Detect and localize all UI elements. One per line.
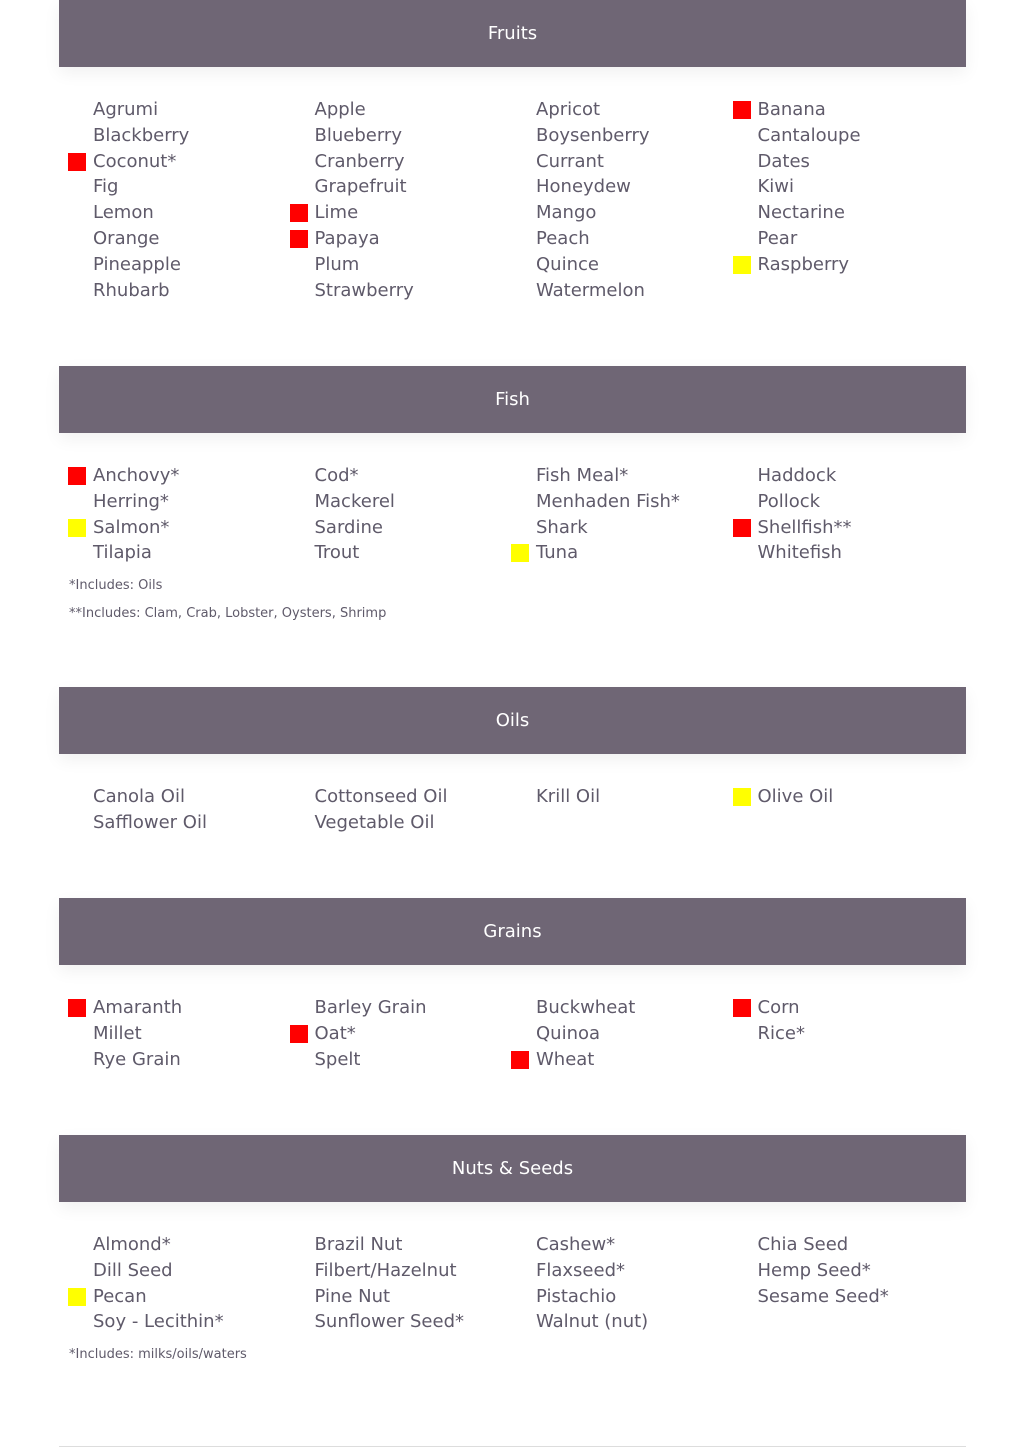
list-item bbox=[93, 123, 315, 149]
item-label: Olive Oil bbox=[757, 786, 834, 807]
item-label: Salmon* bbox=[93, 516, 170, 538]
item-label: Pineapple bbox=[93, 253, 181, 275]
item-label: Cottonseed Oil bbox=[314, 786, 448, 807]
list-item bbox=[536, 252, 758, 278]
item-label: Spelt bbox=[314, 1048, 361, 1070]
red-marker-icon bbox=[68, 999, 86, 1017]
list-item bbox=[758, 174, 980, 200]
item-grid bbox=[59, 995, 966, 1072]
list-item bbox=[536, 278, 758, 304]
list-item bbox=[315, 1232, 537, 1258]
red-marker-icon bbox=[290, 230, 308, 248]
item-label: Trout bbox=[314, 542, 360, 564]
list-item bbox=[758, 252, 980, 278]
item-label: Fish Meal* bbox=[536, 465, 629, 486]
list-item bbox=[536, 1021, 758, 1047]
item-label: Banana bbox=[757, 99, 826, 120]
list-item bbox=[758, 1258, 980, 1284]
list-item bbox=[315, 1258, 537, 1284]
list-item bbox=[758, 995, 980, 1021]
item-label: Mango bbox=[536, 202, 597, 224]
list-item bbox=[93, 1309, 315, 1335]
red-marker-icon bbox=[68, 153, 86, 171]
item-label: Pecan bbox=[93, 1285, 147, 1307]
section-fish bbox=[59, 366, 966, 628]
list-item bbox=[93, 784, 315, 810]
list-item bbox=[315, 515, 537, 541]
item-label: Mackerel bbox=[314, 490, 395, 512]
list-item bbox=[315, 174, 537, 200]
section-header: Fruits bbox=[59, 0, 966, 67]
footnote: *Includes: milks/oils/waters bbox=[69, 1347, 247, 1363]
list-item bbox=[536, 149, 758, 175]
item-label: Sunflower Seed* bbox=[314, 1311, 465, 1333]
list-item bbox=[758, 515, 980, 541]
item-label: Kiwi bbox=[757, 176, 795, 198]
red-marker-icon bbox=[290, 204, 308, 222]
item-label: Lemon bbox=[93, 202, 154, 224]
list-item bbox=[536, 515, 758, 541]
list-item bbox=[536, 200, 758, 226]
item-label: Sesame Seed* bbox=[757, 1285, 889, 1307]
list-item bbox=[536, 995, 758, 1021]
item-label: Pear bbox=[757, 227, 798, 249]
item-label: Apricot bbox=[536, 99, 601, 120]
yellow-marker-icon bbox=[68, 519, 86, 537]
section-header: Oils bbox=[59, 687, 966, 754]
item-label: Orange bbox=[93, 227, 160, 249]
item-label: Nectarine bbox=[757, 202, 845, 224]
item-label: Haddock bbox=[757, 465, 837, 486]
list-item bbox=[758, 784, 980, 810]
item-grid bbox=[59, 784, 966, 836]
yellow-marker-icon bbox=[733, 256, 751, 274]
item-label: Raspberry bbox=[757, 253, 850, 275]
yellow-marker-icon bbox=[733, 788, 751, 806]
list-item bbox=[315, 278, 537, 304]
item-label: Buckwheat bbox=[536, 997, 636, 1018]
list-item bbox=[536, 540, 758, 566]
item-label: Barley Grain bbox=[314, 997, 427, 1018]
list-item bbox=[93, 174, 315, 200]
list-item bbox=[93, 252, 315, 278]
item-label: Millet bbox=[93, 1022, 142, 1044]
list-item bbox=[315, 200, 537, 226]
list-item bbox=[315, 226, 537, 252]
red-marker-icon bbox=[733, 999, 751, 1017]
item-label: Peach bbox=[536, 227, 590, 249]
item-label: Tuna bbox=[536, 542, 579, 564]
section-header: Fish bbox=[59, 366, 966, 433]
red-marker-icon bbox=[511, 1051, 529, 1069]
item-label: Safflower Oil bbox=[93, 811, 207, 833]
list-item bbox=[93, 540, 315, 566]
item-label: Walnut (nut) bbox=[536, 1311, 649, 1333]
red-marker-icon bbox=[733, 519, 751, 537]
item-label: Hemp Seed* bbox=[757, 1259, 871, 1281]
list-item bbox=[758, 97, 980, 123]
section-grains bbox=[59, 898, 966, 1072]
item-label: Blueberry bbox=[314, 124, 402, 146]
list-item bbox=[315, 784, 537, 810]
list-item bbox=[93, 1284, 315, 1310]
item-label: Blackberry bbox=[93, 124, 190, 146]
item-label: Corn bbox=[757, 997, 800, 1018]
item-label: Grapefruit bbox=[314, 176, 407, 198]
item-label: Herring* bbox=[93, 490, 169, 512]
section-oils bbox=[59, 687, 966, 836]
item-label: Lime bbox=[314, 202, 359, 224]
footnote: *Includes: Oils bbox=[69, 578, 163, 594]
section-fruits bbox=[59, 0, 966, 303]
item-label: Plum bbox=[314, 253, 360, 275]
item-label: Oat* bbox=[314, 1022, 356, 1044]
item-label: Shark bbox=[536, 516, 588, 538]
list-item bbox=[315, 252, 537, 278]
list-item bbox=[315, 1021, 537, 1047]
list-item bbox=[315, 810, 537, 836]
item-label: Coconut* bbox=[93, 150, 177, 172]
red-marker-icon bbox=[733, 101, 751, 119]
item-label: Rhubarb bbox=[93, 279, 170, 301]
list-item bbox=[315, 1309, 537, 1335]
item-label: Flaxseed* bbox=[536, 1259, 625, 1281]
item-label: Cod* bbox=[314, 465, 359, 486]
list-item bbox=[536, 123, 758, 149]
list-item bbox=[758, 1021, 980, 1047]
yellow-marker-icon bbox=[68, 1288, 86, 1306]
list-item bbox=[93, 489, 315, 515]
list-item bbox=[758, 1284, 980, 1310]
list-item bbox=[536, 97, 758, 123]
list-item bbox=[93, 1047, 315, 1073]
list-item bbox=[93, 226, 315, 252]
list-item bbox=[93, 995, 315, 1021]
item-label: Filbert/Hazelnut bbox=[314, 1259, 457, 1281]
item-label: Strawberry bbox=[314, 279, 414, 301]
item-label: Currant bbox=[536, 150, 604, 172]
item-label: Quinoa bbox=[536, 1022, 601, 1044]
item-label: Vegetable Oil bbox=[314, 811, 435, 833]
item-grid bbox=[59, 97, 966, 303]
list-item bbox=[93, 463, 315, 489]
list-item bbox=[536, 1047, 758, 1073]
item-label: Dates bbox=[757, 150, 810, 172]
list-item bbox=[315, 123, 537, 149]
section-header: Nuts & Seeds bbox=[59, 1135, 966, 1202]
bottom-divider bbox=[59, 1446, 966, 1447]
footnote: **Includes: Clam, Crab, Lobster, Oysters, Shrimp bbox=[69, 606, 387, 622]
item-label: Almond* bbox=[93, 1234, 171, 1255]
section-header: Grains bbox=[59, 898, 966, 965]
list-item bbox=[758, 149, 980, 175]
list-item bbox=[758, 123, 980, 149]
item-label: Quince bbox=[536, 253, 599, 275]
list-item bbox=[758, 200, 980, 226]
list-item bbox=[93, 97, 315, 123]
item-label: Boysenberry bbox=[536, 124, 650, 146]
item-grid bbox=[59, 463, 966, 566]
list-item bbox=[536, 1232, 758, 1258]
item-label: Fig bbox=[93, 176, 119, 198]
item-label: Pistachio bbox=[536, 1285, 617, 1307]
item-label: Canola Oil bbox=[93, 786, 185, 807]
list-item bbox=[536, 1309, 758, 1335]
list-item bbox=[93, 1021, 315, 1047]
red-marker-icon bbox=[68, 467, 86, 485]
list-item bbox=[536, 489, 758, 515]
item-label: Shellfish** bbox=[757, 516, 852, 538]
yellow-marker-icon bbox=[511, 544, 529, 562]
list-item bbox=[536, 226, 758, 252]
item-label: Rice* bbox=[757, 1022, 805, 1044]
list-item bbox=[93, 278, 315, 304]
item-label: Apple bbox=[314, 99, 366, 120]
section-notes bbox=[59, 572, 966, 628]
item-label: Brazil Nut bbox=[314, 1234, 403, 1255]
list-item bbox=[93, 1232, 315, 1258]
item-label: Honeydew bbox=[536, 176, 631, 198]
list-item bbox=[758, 489, 980, 515]
item-label: Amaranth bbox=[93, 997, 183, 1018]
item-label: Cantaloupe bbox=[757, 124, 861, 146]
list-item bbox=[93, 810, 315, 836]
list-item bbox=[315, 1284, 537, 1310]
item-label: Dill Seed bbox=[93, 1259, 173, 1281]
list-item bbox=[536, 784, 758, 810]
list-item bbox=[758, 226, 980, 252]
item-label: Anchovy* bbox=[93, 465, 180, 486]
list-item bbox=[315, 995, 537, 1021]
list-item bbox=[315, 489, 537, 515]
list-item bbox=[536, 1258, 758, 1284]
item-label: Cashew* bbox=[536, 1234, 616, 1255]
item-grid bbox=[59, 1232, 966, 1335]
item-label: Pine Nut bbox=[314, 1285, 391, 1307]
list-item bbox=[536, 1284, 758, 1310]
item-label: Wheat bbox=[536, 1048, 595, 1070]
list-item bbox=[315, 1047, 537, 1073]
item-label: Pollock bbox=[757, 490, 821, 512]
item-label: Krill Oil bbox=[536, 786, 601, 807]
item-label: Whitefish bbox=[757, 542, 842, 564]
section-notes bbox=[59, 1341, 966, 1369]
item-label: Soy - Lecithin* bbox=[93, 1311, 224, 1333]
list-item bbox=[93, 149, 315, 175]
list-item bbox=[315, 463, 537, 489]
list-item bbox=[536, 463, 758, 489]
item-label: Menhaden Fish* bbox=[536, 490, 680, 512]
red-marker-icon bbox=[290, 1025, 308, 1043]
item-label: Papaya bbox=[314, 227, 380, 249]
section-nuts-seeds bbox=[59, 1135, 966, 1369]
list-item bbox=[315, 540, 537, 566]
item-label: Chia Seed bbox=[757, 1234, 849, 1255]
item-label: Tilapia bbox=[93, 542, 152, 564]
list-item bbox=[758, 1232, 980, 1258]
list-item bbox=[93, 1258, 315, 1284]
list-item bbox=[93, 200, 315, 226]
list-item bbox=[315, 149, 537, 175]
list-item bbox=[315, 97, 537, 123]
list-item bbox=[93, 515, 315, 541]
list-item bbox=[758, 463, 980, 489]
item-label: Watermelon bbox=[536, 279, 645, 301]
item-label: Cranberry bbox=[314, 150, 405, 172]
item-label: Agrumi bbox=[93, 99, 159, 120]
list-item bbox=[758, 540, 980, 566]
item-label: Sardine bbox=[314, 516, 383, 538]
item-label: Rye Grain bbox=[93, 1048, 181, 1070]
list-item bbox=[536, 174, 758, 200]
